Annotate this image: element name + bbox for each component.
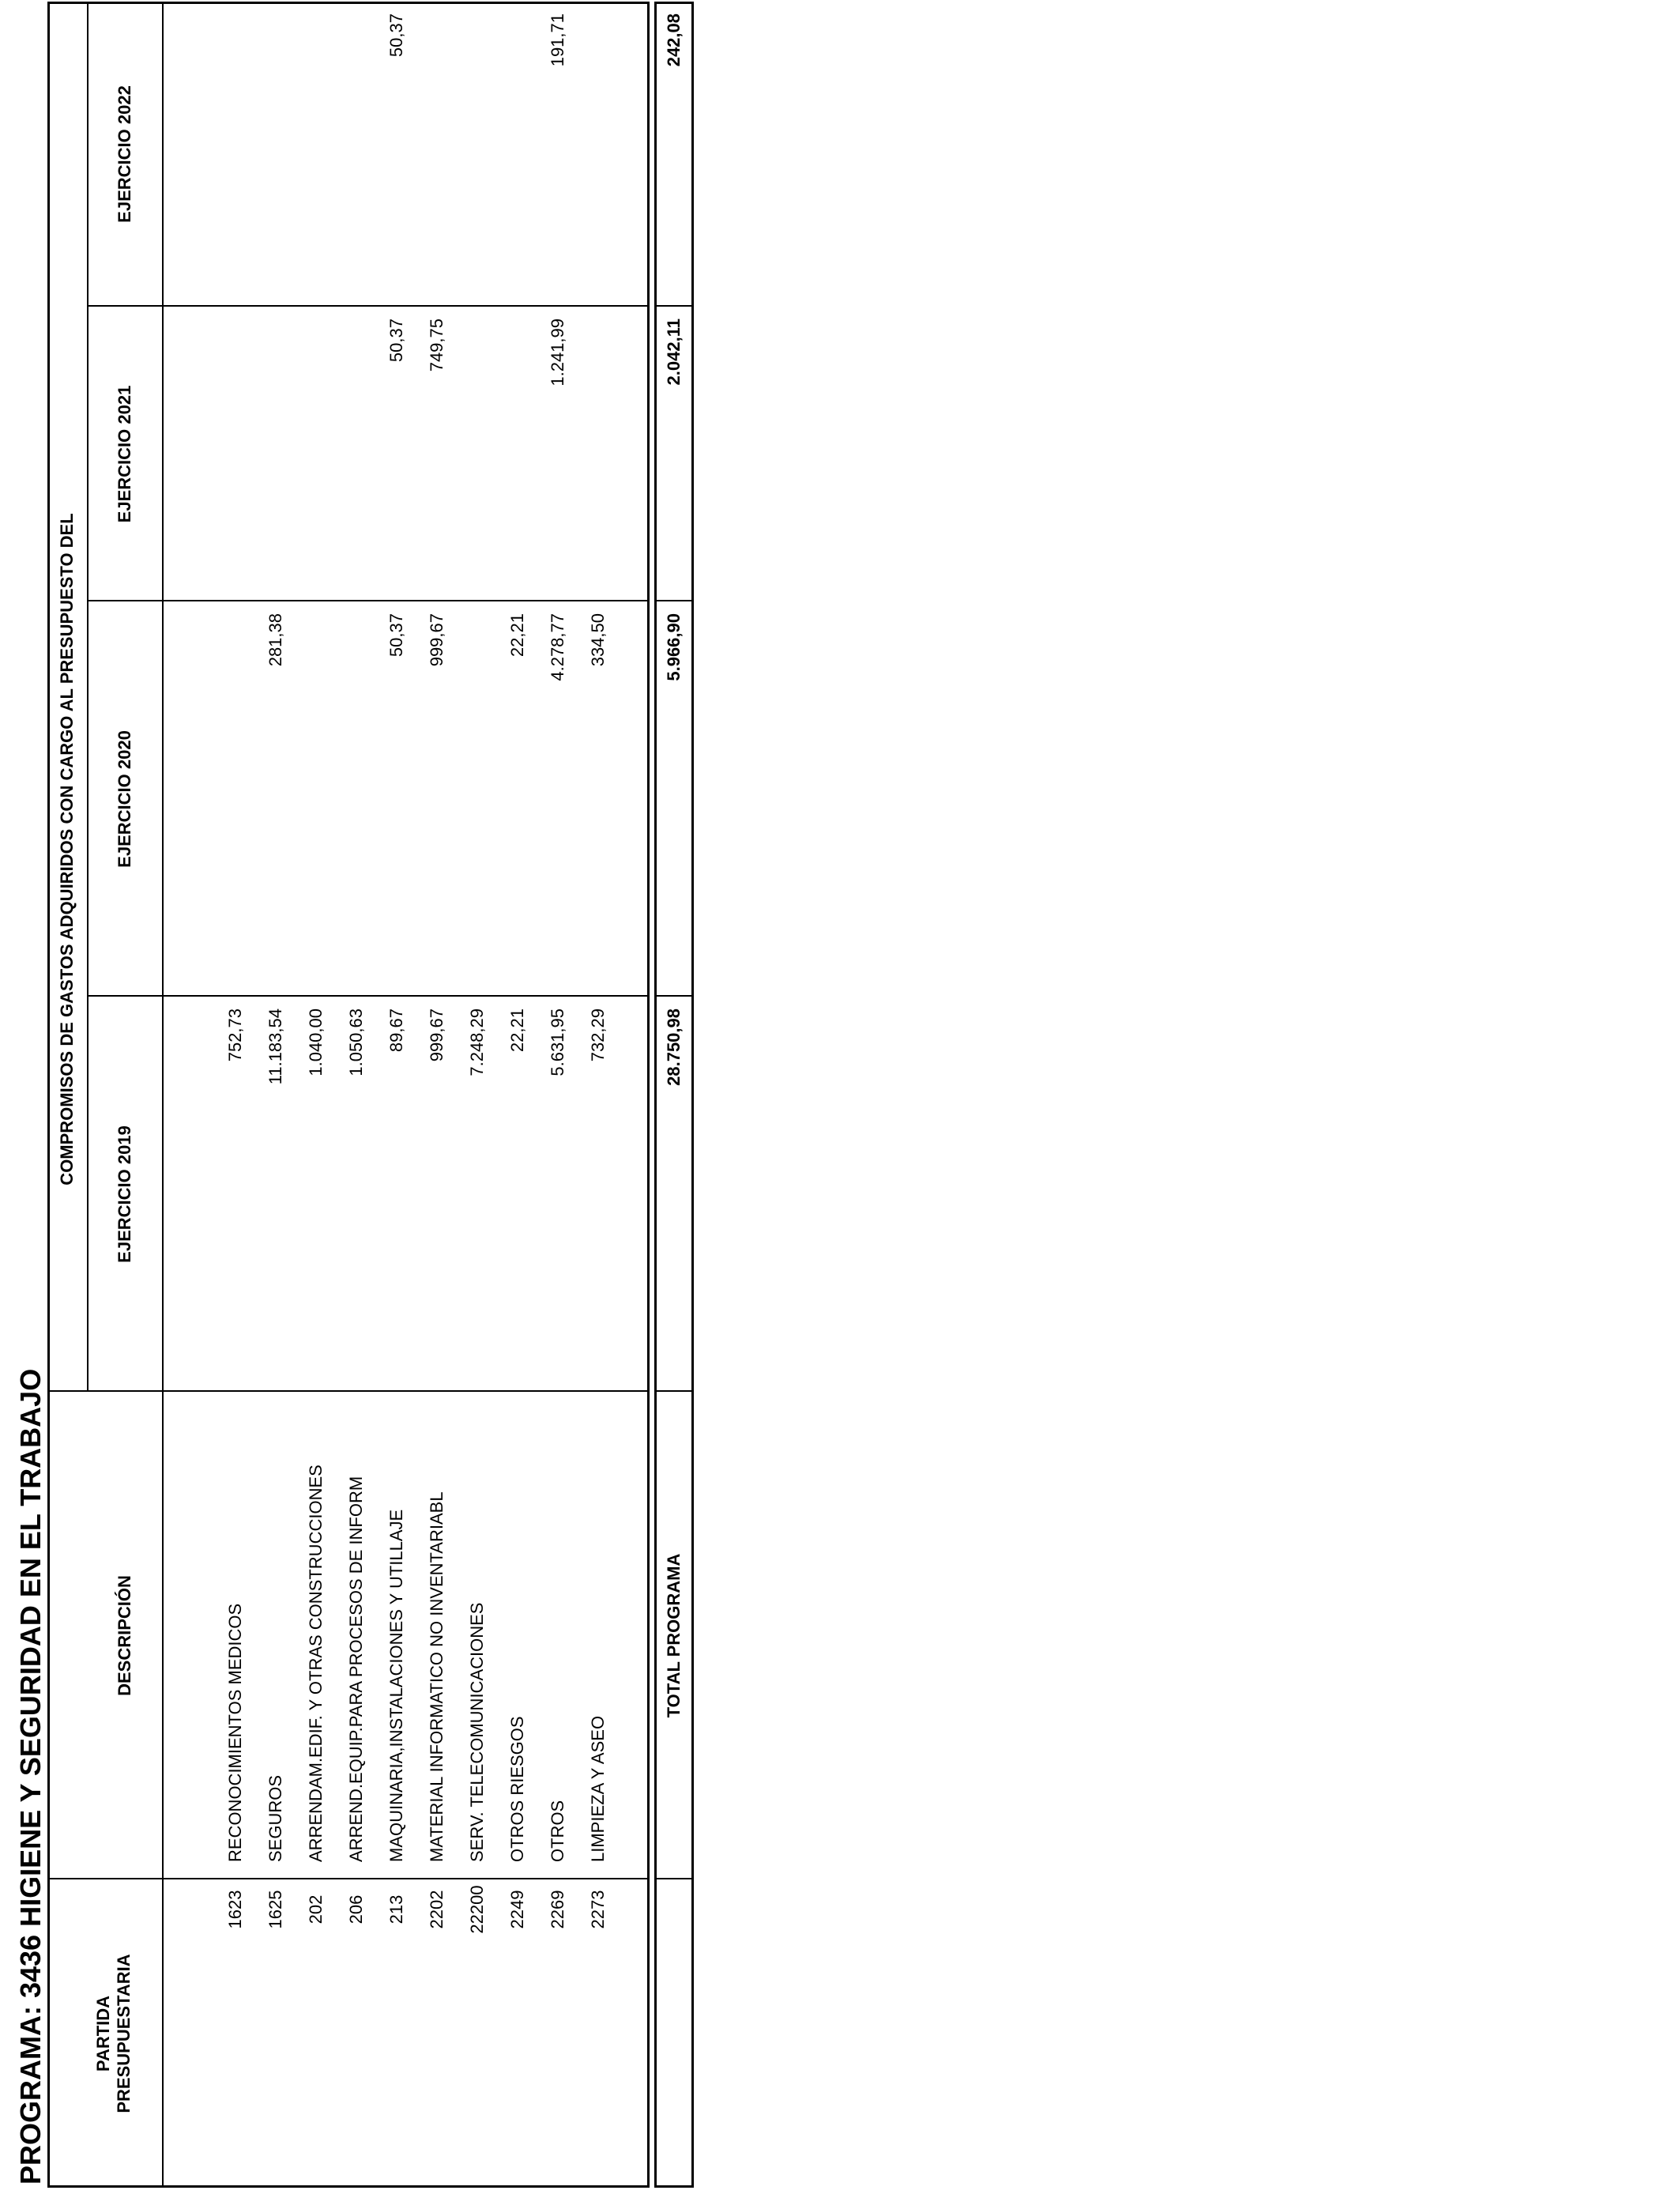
row-value-2021: 1.241,99: [548, 319, 567, 386]
row-value-2021: 749,75: [427, 319, 446, 372]
row-value-2019: 22,21: [507, 1008, 527, 1053]
row-value-2019: 7.248,29: [467, 1008, 487, 1076]
row-code: 2249: [507, 1890, 527, 1929]
total-2022: 242,08: [664, 13, 684, 67]
header-year-2021: EJERCICIO 2021: [115, 385, 134, 523]
row-value-2019: 89,67: [386, 1008, 406, 1053]
row-code: 1625: [266, 1890, 285, 1929]
row-value-2019: 1.050,63: [346, 1008, 366, 1076]
row-value-2019: 1.040,00: [306, 1008, 326, 1076]
header-partida-line2: PRESUPUESTARIA: [114, 1954, 134, 2113]
row-value-2019: 11.183,54: [266, 1008, 285, 1085]
row-value-2020: 4.278,77: [548, 613, 567, 681]
row-code: 2273: [588, 1890, 608, 1929]
row-description: RECONOCIMIENTOS MEDICOS: [225, 1603, 245, 1862]
row-value-2020: 22,21: [507, 613, 527, 658]
total-2020: 5.966,90: [664, 613, 684, 681]
row-value-2021: 50,37: [386, 319, 406, 363]
total-label: TOTAL PROGRAMA: [664, 1553, 684, 1718]
row-description: ARREND.EQUIP.PARA PROCESOS DE INFORM: [346, 1476, 366, 1862]
header-year-2020: EJERCICIO 2020: [115, 730, 134, 868]
row-value-2022: 50,37: [386, 13, 406, 58]
row-code: 213: [386, 1894, 406, 1924]
row-code: 206: [346, 1894, 366, 1924]
row-description: OTROS: [548, 1800, 567, 1862]
header-compromisos: COMPROMISOS DE GASTOS ADQUIRIDOS CON CARGO AL PRESUPUESTO DEL: [57, 513, 77, 1186]
row-description: SEGUROS: [266, 1774, 285, 1862]
row-description: MATERIAL INFORMATICO NO INVENTARIABL: [427, 1491, 446, 1862]
row-value-2020: 50,37: [386, 613, 406, 658]
row-code: 2269: [548, 1890, 567, 1929]
row-value-2019: 5.631,95: [548, 1008, 567, 1076]
header-year-2022: EJERCICIO 2022: [115, 85, 134, 223]
row-description: LIMPIEZA Y ASEO: [588, 1715, 608, 1862]
row-value-2019: 752,73: [225, 1008, 245, 1062]
header-year-2019: EJERCICIO 2019: [115, 1125, 134, 1263]
row-value-2020: 999,67: [427, 613, 446, 667]
row-value-2019: 732,29: [588, 1008, 608, 1062]
row-value-2022: 191,71: [548, 13, 567, 67]
row-value-2020: 334,50: [588, 613, 608, 667]
row-description: SERV. TELECOMUNICACIONES: [467, 1602, 487, 1862]
row-description: ARRENDAM.EDIF. Y OTRAS CONSTRUCCIONES: [306, 1465, 326, 1862]
header-descripcion: DESCRIPCIÓN: [115, 1575, 134, 1696]
header-partida: [93, 1879, 134, 2188]
page-title: PROGRAMA: 3436 HIGIENE Y SEGURIDAD EN EL TRABAJO: [14, 1368, 47, 2185]
row-description: MAQUINARIA,INSTALACIONES Y UTILLAJE: [386, 1509, 406, 1862]
row-description: OTROS RIESGOS: [507, 1716, 527, 1862]
total-2019: 28.750,98: [664, 1008, 684, 1086]
header-partida-line1: PARTIDA: [93, 1995, 113, 2072]
row-value-2020: 281,38: [266, 613, 285, 667]
row-code: 2202: [427, 1890, 446, 1929]
row-code: 22200: [467, 1885, 487, 1934]
row-code: 1623: [225, 1890, 245, 1929]
row-value-2019: 999,67: [427, 1008, 446, 1062]
row-code: 202: [306, 1894, 326, 1924]
total-2021: 2.042,11: [664, 319, 684, 386]
